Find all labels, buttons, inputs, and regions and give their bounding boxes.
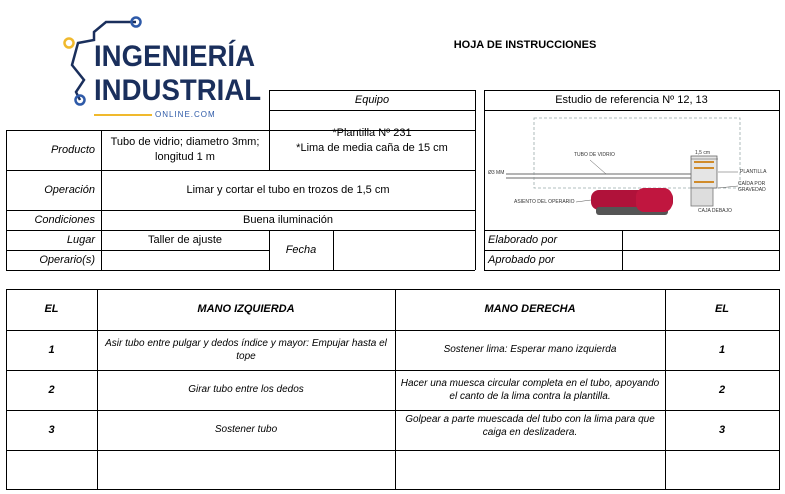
fecha-value[interactable] [333, 230, 475, 270]
equipo-value-2: *Lima de media caña de 15 cm [296, 142, 448, 154]
diagram-label-tubo: TUBO DE VIDRIO [574, 152, 615, 158]
logo-underline [94, 114, 152, 116]
diagram-label-caida: CAÍDA POR GRAVEDAD [738, 181, 766, 193]
table-row-4-el-right [665, 450, 779, 489]
col-header-mano-derecha: MANO DERECHA [484, 303, 576, 316]
producto-value: Tubo de vidrio; diametro 3mm; longitud 1 m [110, 136, 260, 163]
table-row-3-el-right: 3 [718, 423, 726, 436]
diagram-label-caja: CAJA DEBAJO [698, 208, 732, 214]
equipo-value [269, 112, 475, 170]
equipo-value-1: *Plantilla Nº 231 [332, 127, 412, 140]
workstation-diagram [486, 112, 778, 228]
diagram-label-dim: 1,5 cm [695, 150, 711, 156]
operario-label: Operario(s) [39, 253, 95, 266]
table-row-3-right: Golpear a parte muescada del tubo con la lima para que caiga en deslizadera. [405, 413, 655, 438]
page-title: HOJA DE INSTRUCCIONES [453, 38, 597, 51]
table-row-1-right: Sostener lima: Esperar mano izquierda [443, 344, 617, 356]
aprobado-value[interactable] [622, 250, 779, 270]
diagram-label-asiento: ASIENTO DEL OPERARIO [514, 199, 575, 205]
operacion-label: Operación [44, 183, 95, 196]
col-header-el-left: EL [44, 303, 59, 316]
col-header-mano-izquierda: MANO IZQUIERDA [197, 303, 295, 316]
table-row-2-el-left: 2 [48, 383, 55, 396]
condiciones-value: Buena iluminación [243, 213, 333, 226]
aprobado-label: Aprobado por [488, 253, 555, 266]
table-row-4-left [97, 450, 395, 489]
diagram-label-mm: Ø3 MM [488, 170, 505, 176]
lugar-value: Taller de ajuste [148, 233, 222, 246]
table-row-4-el-left [6, 450, 97, 489]
diagram-label-plantilla: PLANTILLA [740, 169, 767, 175]
table-row-2-el-right: 2 [718, 383, 726, 396]
table-row-1-el-left: 1 [48, 343, 55, 356]
logo-sub: ONLINE.COM [155, 110, 216, 119]
fecha-label: Fecha [285, 243, 317, 256]
logo [58, 10, 262, 125]
condiciones-label: Condiciones [34, 213, 95, 226]
elaborado-value[interactable] [622, 230, 779, 250]
lugar-label: Lugar [66, 233, 95, 246]
operacion-value: Limar y cortar el tubo en trozos de 1,5 cm [186, 183, 390, 196]
table-row-2-right: Hacer una muesca circular completa en el tubo, apoyando el canto de la lima contra la plantilla. [400, 377, 660, 402]
estudio-label: Estudio de referencia Nº 12, 13 [555, 93, 708, 106]
table-row-4-right [395, 450, 665, 489]
elaborado-label: Elaborado por [488, 233, 558, 246]
table-row-3-el-left: 3 [48, 423, 55, 436]
table-row-1-left: Asir tubo entre pulgar y dedos índice y mayor: Empujar hasta el tope [105, 337, 387, 362]
equipo-label: Equipo [354, 93, 390, 106]
workstation-diagram-svg [486, 112, 778, 228]
table-row-3-left: Sostener tubo [214, 424, 278, 436]
producto-label: Producto [50, 143, 95, 156]
table-row-1-el-right: 1 [718, 343, 726, 356]
logo-line2: INDUSTRIAL [94, 74, 262, 107]
operario-value[interactable] [101, 250, 269, 270]
col-header-el-right: EL [714, 303, 730, 316]
table-row-2-left: Girar tubo entre los dedos [188, 384, 304, 396]
logo-line1: INGENIERÍA [94, 40, 256, 73]
